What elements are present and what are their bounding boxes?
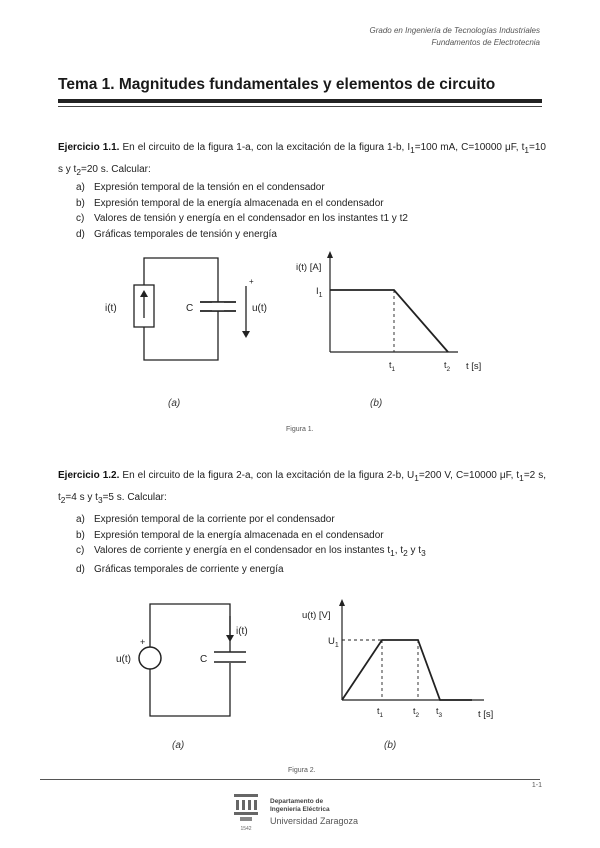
list-item: b) Expresión temporal de la energía almacenada en el condensador <box>76 529 384 541</box>
plus-sign: + <box>249 277 254 286</box>
circuit-wire <box>144 258 218 360</box>
circuit-wire <box>150 604 230 716</box>
department-line-1: Departamento de <box>270 798 324 805</box>
figure-1b-graph <box>290 248 500 376</box>
list-item: a) Expresión temporal de la corriente por el condensador <box>76 514 335 525</box>
list-item: a) Expresión temporal de la tensión en el condensador <box>76 182 325 193</box>
exercise-1-2-list <box>76 512 426 577</box>
y-axis-arrow <box>327 251 333 258</box>
footer-rule <box>40 779 540 780</box>
exercise-1-1-statement: Ejercicio 1.1. En el circuito de la figura 1-a, con la excitación de la figura 1-b, $I_1=100$ mA, C=10000 μF, $t_1=10$ s y $t_2=20$ s. Calcular: <box>58 142 546 177</box>
figure-2-caption: Figura 2. <box>288 767 316 774</box>
figure-2b-caption: (b) <box>384 740 397 751</box>
t2-label: $t_2$ <box>413 706 420 719</box>
source-label: i(t) <box>105 303 117 314</box>
figure-2a-caption: (a) <box>172 740 185 751</box>
list-item: d) Gráficas temporales de corriente y energía <box>76 563 284 575</box>
figure-1-caption: Figura 1. <box>286 426 314 433</box>
page-title: Tema 1. Magnitudes fundamentales y elementos de circuito <box>58 76 496 93</box>
t1-label: $t_1$ <box>377 706 384 719</box>
page-number: 1-1 <box>531 782 542 789</box>
figure-2a-circuit <box>110 596 280 726</box>
current-waveform <box>330 290 448 352</box>
y-axis-arrow <box>339 599 345 606</box>
capacitor-label: C <box>200 654 208 665</box>
exercise-1-2-label: Ejercicio 1.2. <box>58 470 120 481</box>
current-label: i(t) <box>236 626 248 637</box>
source-label: u(t) <box>116 654 131 665</box>
figure-1a-circuit <box>100 250 300 375</box>
figure-1a-caption: (a) <box>168 398 181 409</box>
y-axis-label: u(t) [V] <box>302 610 331 621</box>
header-line-1: Grado en Ingeniería de Tecnologías Industriales <box>369 26 540 35</box>
list-item: c) Valores de corriente y energía en el condensador en los instantes $t_1$, $t_2$ y $t_3$ <box>76 545 426 558</box>
header-line-2: Fundamentos de Electrotecnia <box>431 38 540 47</box>
list-item: b) Expresión temporal de la energía almacenada en el condensador <box>76 197 384 209</box>
title-rule-thick <box>58 99 542 103</box>
exercise-1-1-list <box>76 180 408 242</box>
department-block <box>270 798 330 814</box>
title-rule-thin <box>58 106 542 107</box>
department-line-2: Ingeniería Eléctrica <box>270 806 330 813</box>
seal-year: 1542 <box>240 826 252 832</box>
t2-label: $t_2$ <box>444 360 451 373</box>
y-axis-label: i(t) [A] <box>296 262 322 273</box>
exercise-1-1-label: Ejercicio 1.1. <box>58 142 120 153</box>
voltage-arrow-head <box>242 331 250 338</box>
t1-label: $t_1$ <box>389 360 396 373</box>
voltage-label: u(t) <box>252 303 267 314</box>
list-item: d) Gráficas temporales de tensión y energía <box>76 228 277 240</box>
voltage-waveform <box>342 640 472 700</box>
level-label: $U_1$ <box>328 636 339 649</box>
university-seal-icon <box>228 792 264 832</box>
university-name: Universidad Zaragoza <box>270 816 359 826</box>
t3-label: $t_3$ <box>436 706 443 719</box>
figure-2b-graph <box>296 596 506 726</box>
x-axis-label: t [s] <box>478 709 494 720</box>
level-label: $I_1$ <box>316 286 323 299</box>
voltage-source-symbol <box>139 647 161 669</box>
x-axis-label: t [s] <box>466 361 482 372</box>
capacitor-label: C <box>186 303 194 314</box>
current-arrow-head <box>226 635 234 642</box>
plus-sign: + <box>140 637 146 647</box>
figure-1b-caption: (b) <box>370 398 383 409</box>
list-item: c) Valores de tensión y energía en el condensador en los instantes t1 y t2 <box>76 213 408 224</box>
exercise-1-2-statement: Ejercicio 1.2. En el circuito de la figura 2-a, con la excitación de la figura 2-b, $U_1=200$ V, C=10000 μF, $t_1=2$ s, $t_2=4$ s y $t_3=5$ s. Calcular: <box>58 470 547 505</box>
